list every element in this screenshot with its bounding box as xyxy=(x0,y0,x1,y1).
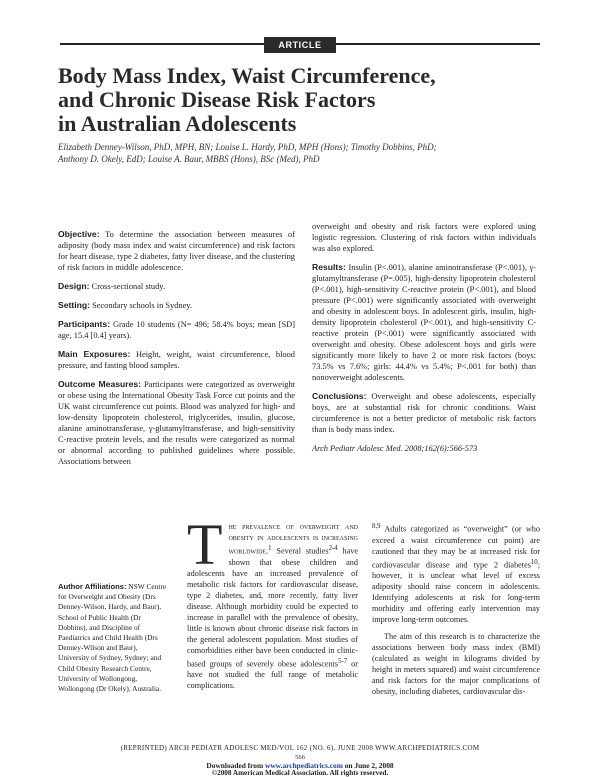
download-suffix: on June 2, 2008 xyxy=(342,761,394,770)
body-column-1 xyxy=(187,512,358,691)
abstract-results xyxy=(312,262,536,383)
body-paragraph-aim: The aim of this research is to characterize the associations between body mass index (BMI) (calculated as weight in kilograms divided by height in meters squared) and waist circumference and risk factors for the major complications of obesity, including diabetes, cardiovascular dis- xyxy=(372,632,540,697)
journal-citation: Arch Pediatr Adolesc Med. 2008;162(6):566-573 xyxy=(312,444,478,453)
exposures-label: Main Exposures: xyxy=(58,349,131,359)
setting-label: Setting: xyxy=(58,300,90,310)
conclusions-text: Overweight and obese adolescents, especially boys, are at substantial risk for chronic conditions. Waist circumference is not a better predictor of metabolic risk factors than is body mass index. xyxy=(312,392,536,434)
abstract-participants xyxy=(58,319,295,341)
author-affiliations xyxy=(58,582,170,694)
lead-in-small-caps: he prevalence of overweight and obesity in adolescents is increasing worldwide. xyxy=(228,522,358,556)
outcomes-label: Outcome Measures: xyxy=(58,379,142,389)
abstract-outcomes-continued: overweight and obesity and risk factors were explored using logistic regression. Clustering of risk factors within individuals was also explored. xyxy=(312,222,536,253)
author-list xyxy=(58,141,538,165)
title-line: and Chronic Disease Risk Factors xyxy=(58,87,376,112)
body-text: Adults categorized as “overweight” (or who exceed a waist circumference cut point) are cautioned that they may be at increased risk for cardiovascular disease and type 2 diabetes xyxy=(372,524,540,570)
journal-footer-line: (REPRINTED) ARCH PEDIATR ADOLESC MED/VOL 162 (NO. 6), JUNE 2008 WWW.ARCHPEDIATRICS.COM xyxy=(120,744,480,752)
abstract-setting xyxy=(58,300,295,311)
outcomes-text: Participants were categorized as overweight or obese using the International Obesity Task Force cut points and the UK waist circumference cut points. Blood was analyzed for high- and low-density lipoprotein cholesterol, triglycerides, insulin, glucose, alanine aminotransferase, γ-glutamyltransferase, and high-sensitivity C-reactive protein levels, and the results were categorized as normal or abnormal according to published guidelines where possible. Associations between xyxy=(58,380,295,466)
conclusions-label: Conclusions: xyxy=(312,391,367,401)
author-line: Elizabeth Denney-Wilson, PhD, MPH, BN; Louise L. Hardy, PhD, MPH (Hons); Timothy Dobbins, PhD; xyxy=(58,142,437,152)
body-column-2 xyxy=(372,521,540,697)
abstract-exposures xyxy=(58,349,295,371)
drop-cap: T xyxy=(187,512,223,577)
setting-text: Secondary schools in Sydney. xyxy=(92,301,193,310)
results-text: Insulin (P<.001), alanine aminotransferase (P<.001), γ-glutamyltransferase (P=.005), high-density lipoprotein cholesterol (P<.001), high-sensitivity C-reactive protein (P<.001), and blood pressure (P<.001) were significantly associated with overweight and obesity in adolescent boys. In adolescent girls, insulin, high-density lipoprotein cholesterol (P<.001), and high-sensitivity C-reactive protein (P<.001) were significantly associated with overweight and obesity. Obese adolescent boys and girls were significantly more likely to have 2 or more risk factors (boys: 73.5% vs 7.6%; girls: 44.4% vs 5.4%; P<.001 for both) than nonoverweight adolescents. xyxy=(312,263,536,382)
citation-superscript: 2-4 xyxy=(328,545,338,552)
abstract-objective xyxy=(58,229,295,273)
citation-superscript: 5-7 xyxy=(338,657,348,665)
body-paragraph xyxy=(372,521,540,625)
body-text: have shown that obese children and adolescents have an increased prevalence of metabolic risk factors for cardiovascular disease, type 2 diabetes, and, more recently, fatty liver disease. Although morbidity could be expected to increase in parallel with the prevalence of obesity, little is known about chronic disease risk factors in the general adolescent population. Most studies of comorbidities either have been conducted in clinic-based groups of severely obese adolescents xyxy=(187,546,358,669)
participants-label: Participants: xyxy=(58,319,111,329)
citation-superscript: 1 xyxy=(268,545,272,552)
abstract-conclusions xyxy=(312,391,536,435)
abstract-outcomes xyxy=(58,379,295,467)
title-line: in Australian Adolescents xyxy=(58,111,297,136)
exposures-text: Height, weight, waist circumference, blood pressure, and fasting blood samples. xyxy=(58,350,295,370)
body-paragraph xyxy=(187,512,358,691)
archpediatrics-link[interactable]: www.archpediatrics.com xyxy=(265,761,343,770)
article-type-badge: ARTICLE xyxy=(264,37,336,53)
body-text: or have not studied the full range of metabolic complications. xyxy=(187,659,358,691)
citation-superscript: 8,9 xyxy=(372,523,381,530)
objective-text: To determine the association between measures of adiposity (body mass index and waist circumference) and risk factors for heart disease, type 2 diabetes, fatty liver disease, and the clustering of risk factors in middle adolescence. xyxy=(58,230,296,272)
affiliations-text: NSW Centre for Overweight and Obesity (Drs Denney-Wilson, Hardy, and Baur), School of Public Health (Dr Dobbins), and Discipline of Paediatrics and Child Health (Drs Denney-Wilson and Baur), University of Sydney, Sydney; and Child Obesity Research Centre, University of Wollongong, Wollongong (Dr Okely), Australia. xyxy=(58,582,167,694)
affiliations-label: Author Affiliations: xyxy=(58,582,127,591)
design-label: Design: xyxy=(58,281,90,291)
results-label: Results: xyxy=(312,262,346,272)
objective-label: Objective: xyxy=(58,229,100,239)
design-text: Cross-sectional study. xyxy=(91,282,166,291)
abstract-left-column xyxy=(58,229,295,475)
abstract-right-column xyxy=(312,221,536,462)
article-title xyxy=(58,64,528,136)
body-text: Several studies xyxy=(271,546,329,556)
body-text: ; however, it is unclear what level of excess adiposity should raise concern in adolescents. Identifying adolescents at risk for long-term morbidity and offering early intervention may improve long-term outcomes. xyxy=(372,560,540,625)
title-line: Body Mass Index, Waist Circumference, xyxy=(58,63,436,88)
abstract-design xyxy=(58,281,295,292)
download-prefix: Downloaded from xyxy=(206,761,265,770)
copyright-notice: ©2008 American Medical Association. All rights reserved. xyxy=(211,769,389,777)
author-line: Anthony D. Okely, EdD; Louise A. Baur, MBBS (Hons), BSc (Med), PhD xyxy=(58,154,320,164)
citation-superscript: 10 xyxy=(530,558,538,566)
page-number: 566 xyxy=(295,754,305,761)
participants-text: Grade 10 students (N= 496; 58.4% boys; mean [SD] age, 15.4 [0.4] years). xyxy=(58,320,296,340)
